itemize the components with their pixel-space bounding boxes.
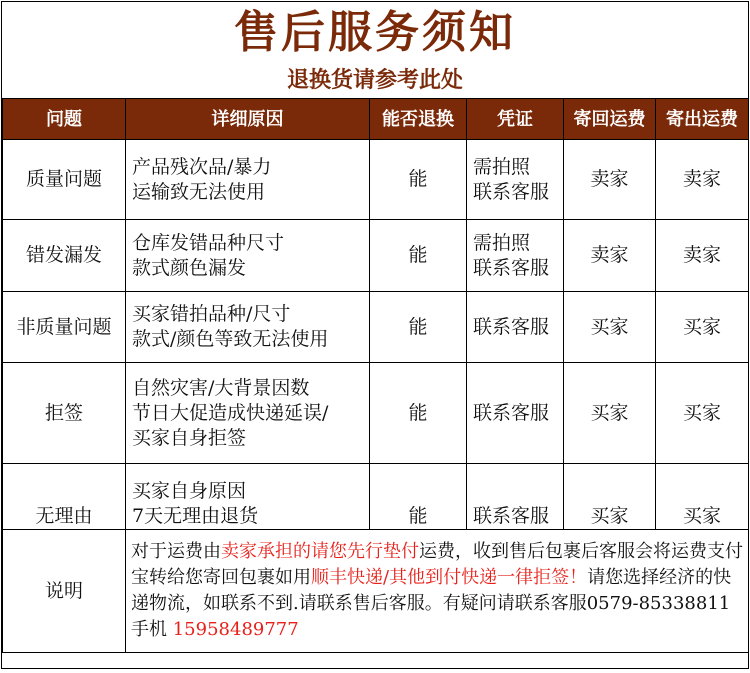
note-segment: 对于运费由: [131, 541, 221, 562]
reason-line: 节日大促造成快递延误/: [132, 401, 329, 424]
issue-cell: 质量问题: [3, 140, 126, 220]
return-fee-cell: 卖家: [564, 220, 656, 292]
proof-cell: 联系客服: [467, 363, 564, 464]
reason-line: 买家自身拒签: [132, 426, 247, 449]
reason-line: 产品残次品/暴力: [132, 155, 272, 178]
reason-cell: [126, 363, 370, 464]
note-highlight: 卖家承担的请您先行垫付: [221, 541, 419, 562]
reason-cell: [126, 140, 370, 220]
send-fee-cell: 买家: [656, 292, 749, 363]
reason-line: 买家自身原因: [132, 480, 247, 502]
reason-line: 仓库发错品种尺寸: [132, 231, 285, 254]
note-segment: 运费，收到售后包裹后客服会将运费支付宝转给您寄回包裹如用: [131, 541, 743, 588]
col-header-issue: 问题: [3, 99, 126, 140]
returnable-cell: 能: [370, 363, 467, 464]
issue-cell: 错发漏发: [3, 220, 126, 292]
proof-line: 需拍照: [473, 155, 531, 178]
note-label: 说明: [3, 530, 126, 653]
after-sales-notice: [1, 1, 749, 669]
returnable-cell: 能: [370, 464, 467, 530]
returnable-cell: 能: [370, 292, 467, 363]
reason-cell: [126, 292, 370, 363]
note-row: [3, 530, 749, 653]
reason-cell: [126, 220, 370, 292]
returnable-cell: 能: [370, 140, 467, 220]
policy-table: [2, 98, 749, 653]
issue-cell: 非质量问题: [3, 292, 126, 363]
table-row: [3, 292, 749, 363]
returnable-cell: 能: [370, 220, 467, 292]
note-text: [126, 530, 749, 653]
proof-cell: 联系客服: [467, 464, 564, 530]
reason-line: 款式颜色漏发: [132, 256, 247, 279]
reason-cell: [126, 464, 370, 530]
issue-cell: 拒签: [3, 363, 126, 464]
return-fee-cell: 买家: [564, 292, 656, 363]
reason-line: 款式/颜色等致无法使用: [132, 328, 329, 350]
col-header-reason: 详细原因: [126, 99, 370, 140]
proof-line: 联系客服: [473, 256, 550, 279]
send-fee-cell: 买家: [656, 363, 749, 464]
issue-cell: 无理由: [3, 464, 126, 530]
send-fee-cell: 卖家: [656, 220, 749, 292]
note-highlight: 顺丰快递/其他到付快递一律拒签！: [311, 567, 588, 588]
proof-cell: [467, 220, 564, 292]
reason-line: 运输致无法使用: [132, 180, 266, 203]
proof-cell: 联系客服: [467, 292, 564, 363]
col-header-proof: 凭证: [467, 99, 564, 140]
table-row: [3, 363, 749, 464]
note-segment: 请您选择经济的快递物流，如联系不到.请联系售后客服。有疑问请联系客服0579-85338811 手机: [131, 567, 732, 640]
proof-line: 需拍照: [473, 231, 531, 254]
table-row: [3, 140, 749, 220]
table-header-row: [3, 99, 749, 140]
col-header-send-fee: 寄出运费: [656, 99, 749, 140]
reason-line: 自然灾害/大背景因数: [132, 376, 310, 399]
send-fee-cell: 卖家: [656, 140, 749, 220]
send-fee-cell: 买家: [656, 464, 749, 530]
return-fee-cell: 卖家: [564, 140, 656, 220]
phone-number: 15958489777: [172, 619, 299, 640]
proof-line: 联系客服: [473, 180, 550, 203]
page-subtitle: 退换货请参考此处: [286, 67, 463, 93]
table-row: [3, 464, 749, 530]
return-fee-cell: 买家: [564, 363, 656, 464]
reason-line: 7天无理由退货: [132, 505, 259, 527]
col-header-returnable: 能否退换: [370, 99, 467, 140]
proof-cell: [467, 140, 564, 220]
reason-line: 买家错拍品种/尺寸: [132, 303, 291, 325]
table-row: [3, 220, 749, 292]
page-title: 售后服务须知: [234, 7, 516, 58]
col-header-return-fee: 寄回运费: [564, 99, 656, 140]
return-fee-cell: 买家: [564, 464, 656, 530]
